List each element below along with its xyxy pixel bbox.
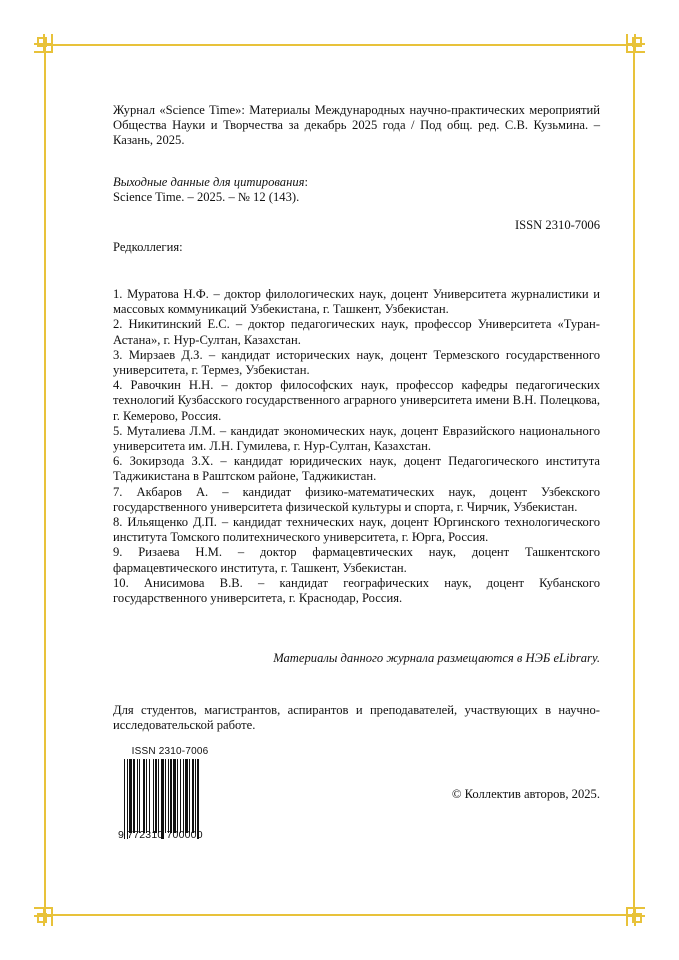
editor-item: 9. Ризаева Н.М. – доктор фармацевтических наук, доцент Ташкентского фармацевтического института, г. Ташкент, Узбекистан.: [113, 545, 600, 575]
editorial-board-title: Редколлегия:: [113, 240, 183, 254]
editor-item: 4. Равочкин Н.Н. – доктор философских наук, профессор кафедры педагогических технологий Кузбасского государственного аграрного университета имени В.Н. Полецкова, г. Кемерово, Россия.: [113, 378, 600, 423]
cite-label: Выходные данные для цитирования: [113, 175, 305, 189]
editor-item: 8. Ильященко Д.П. – кандидат технических наук, доцент Юргинского технологического института Томского политехнического университета, г. Юрга, Россия.: [113, 515, 600, 545]
editorial-board-list: [113, 287, 600, 606]
frame-right-line: [633, 40, 635, 920]
corner-ornament-bottom-left: [30, 890, 70, 930]
barcode-digits: 9 772310 700000: [118, 829, 203, 841]
cite-value: Science Time. – 2025. – № 12 (143).: [113, 190, 300, 205]
cite-colon: :: [304, 175, 308, 189]
cite-block: [113, 175, 600, 205]
frame-bottom-line: [40, 914, 636, 916]
corner-ornament-top-left: [30, 30, 70, 70]
audience-note: Для студентов, магистрантов, аспирантов и преподавателей, участвующих в научно-исследовательской работе.: [113, 703, 600, 733]
issn-number: ISSN 2310-7006: [514, 218, 600, 232]
journal-citation: Журнал «Science Time»: Материалы Международных научно-практических мероприятий Общества Науки и Творчества за декабрь 2025 года / Под общ. ред. С.В. Кузьмина. – Казань, 2025.: [113, 103, 600, 148]
frame-top-line: [40, 44, 636, 46]
frame-left-line: [44, 40, 46, 920]
editor-item: 6. Зокирзода З.Х. – кандидат юридических наук, доцент Педагогического института Таджикистана в Раштском районе, Таджикистан.: [113, 454, 600, 484]
editor-item: 1. Муратова Н.Ф. – доктор филологических наук, доцент Университета журналистики и массовых коммуникаций Узбекистана, г. Ташкент, Узбекистан.: [113, 287, 600, 317]
editor-item: 3. Мирзаев Д.З. – кандидат исторических наук, доцент Термезского государственного университета, г. Термез, Узбекистан.: [113, 347, 600, 378]
editor-item: 7. Акбаров А. – кандидат физико-математических наук, доцент Узбекского государственного университета физической культуры и спорта, г. Чирчик, Узбекистан.: [113, 484, 600, 514]
copyright: © Коллектив авторов, 2025.: [451, 787, 600, 801]
corner-ornament-top-right: [609, 30, 649, 70]
corner-ornament-bottom-right: [609, 890, 649, 930]
editor-item: 2. Никитинский Е.С. – доктор педагогических наук, профессор Университета «Туран-Астана», г. Нур-Султан, Казахстан.: [113, 317, 600, 347]
editor-item: 10. Анисимова В.В. – кандидат географических наук, доцент Кубанского государственного университета, г. Краснодар, Россия.: [113, 575, 600, 606]
elibrary-note: Материалы данного журнала размещаются в НЭБ eLibrary.: [273, 651, 600, 665]
barcode-issn-label: ISSN 2310-7006: [131, 746, 209, 757]
editor-item: 5. Муталиева Л.М. – кандидат экономических наук, доцент Евразийского национального университета им. Л.Н. Гумилева, г. Нур-Султан, Казахстан.: [113, 423, 600, 454]
